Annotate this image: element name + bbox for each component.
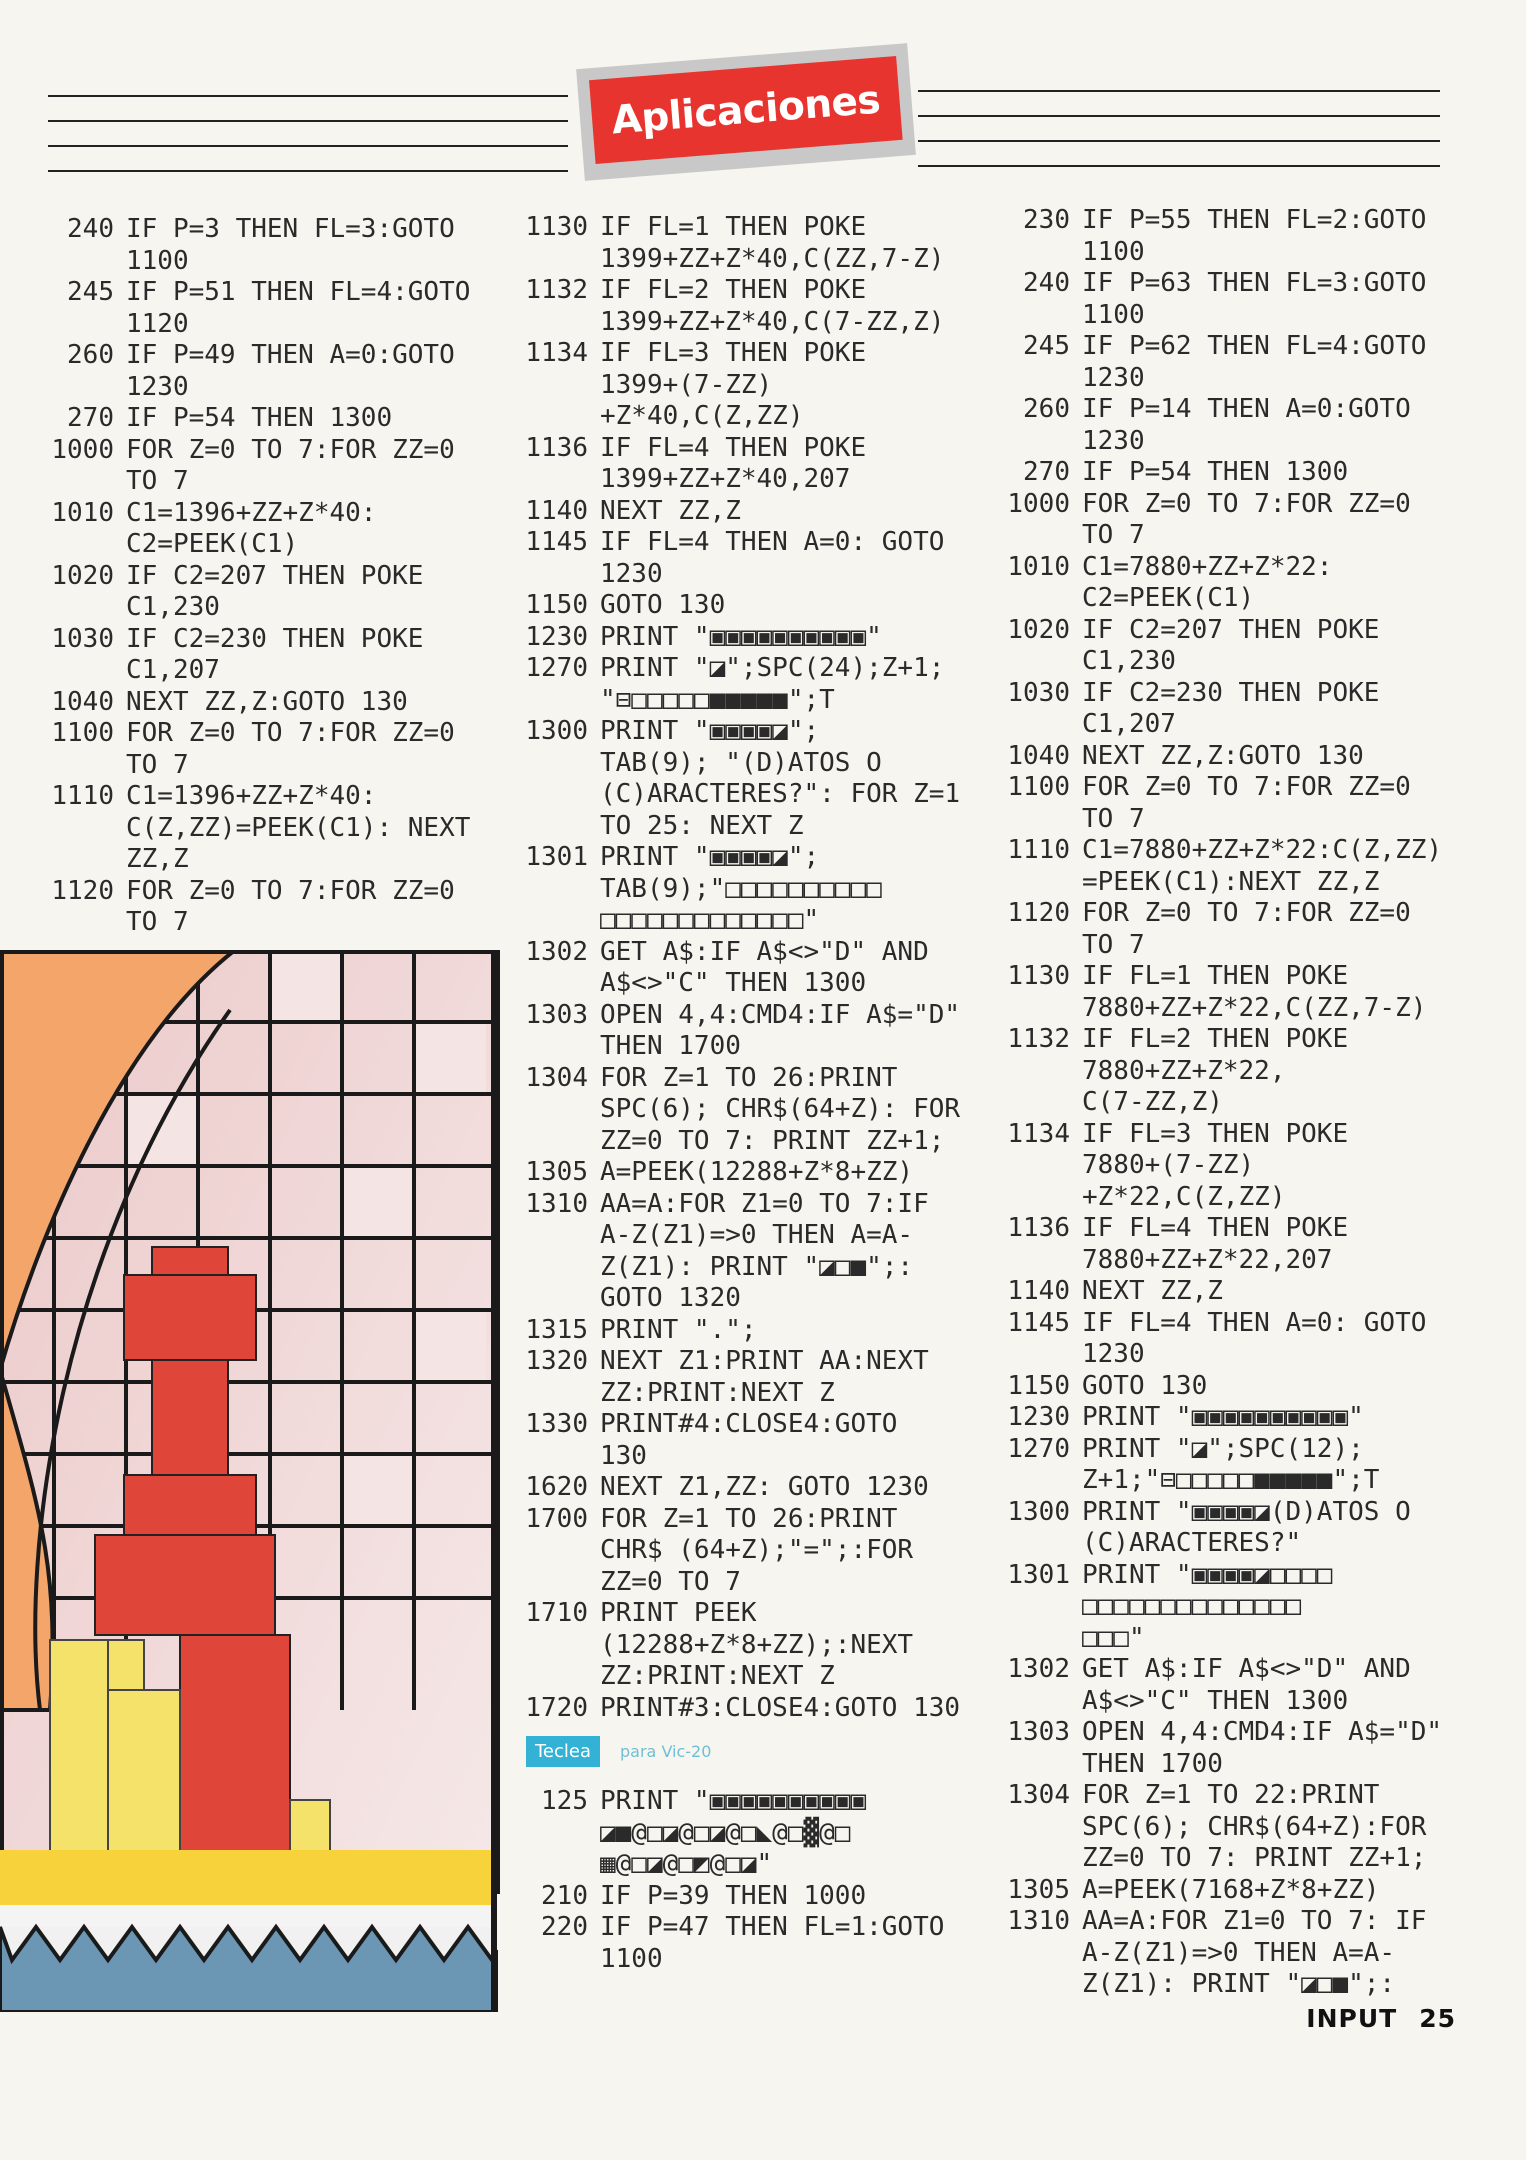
line-code: NEXT ZZ,Z — [1082, 1276, 1223, 1306]
line-number: 1310 — [1007, 1906, 1070, 1936]
line-number: 260 — [1023, 394, 1070, 424]
line-number: 1020 — [1007, 614, 1070, 645]
line-code: PRINT "▣▣▣▣◪"; TAB(9);"□□□□□□□□□□ □□□□□□□□□□□□□" — [600, 842, 882, 935]
line-code: PRINT "▣▣▣▣▣▣▣▣▣▣" — [1082, 1402, 1364, 1432]
line-number: 1230 — [525, 621, 588, 652]
line-code: NEXT ZZ,Z — [600, 495, 741, 526]
line-code: IF FL=1 THEN POKE 7880+ZZ+Z*22,C(ZZ,7-Z) — [1082, 961, 1427, 1023]
code-line — [993, 1119, 1442, 1214]
header-rule — [48, 145, 568, 147]
line-code: IF FL=3 THEN POKE 1399+(7-ZZ) +Z*40,C(Z,ZZ) — [600, 338, 867, 431]
code-line — [510, 433, 960, 496]
code-line — [993, 741, 1442, 773]
line-number: 270 — [67, 403, 114, 433]
code-line — [510, 1409, 960, 1472]
line-number: 1304 — [1007, 1780, 1070, 1810]
code-line — [44, 498, 470, 561]
line-number: 1303 — [525, 999, 588, 1030]
line-number: 1270 — [1007, 1433, 1070, 1464]
code-line — [510, 338, 960, 433]
line-number: 1145 — [525, 527, 588, 557]
code-line — [993, 1560, 1442, 1655]
code-line — [510, 1063, 960, 1158]
line-number: 125 — [541, 1786, 588, 1816]
code-line — [510, 1912, 944, 1975]
line-code: A=PEEK(12288+Z*8+ZZ) — [600, 1157, 914, 1187]
line-code: IF FL=2 THEN POKE 7880+ZZ+Z*22, C(7-ZZ,Z) — [1082, 1024, 1349, 1117]
line-code: C1=1396+ZZ+Z*40: C(Z,ZZ)=PEEK(C1): NEXT ZZ,Z — [126, 781, 471, 874]
line-number: 1303 — [1007, 1717, 1070, 1747]
line-number: 1300 — [525, 716, 588, 746]
code-line — [993, 678, 1442, 741]
line-number: 1136 — [525, 432, 588, 463]
line-number: 1110 — [51, 781, 114, 811]
yellow-band — [0, 1850, 496, 1905]
line-number: 1304 — [525, 1062, 588, 1093]
code-line — [510, 1346, 960, 1409]
line-number: 1315 — [525, 1314, 588, 1345]
line-code: OPEN 4,4:CMD4:IF A$="D" THEN 1700 — [1082, 1717, 1443, 1779]
line-number: 1270 — [525, 653, 588, 683]
line-code: IF C2=230 THEN POKE C1,207 — [126, 623, 424, 685]
code-line — [44, 277, 470, 340]
line-code: PRINT "▣▣▣▣▣▣▣▣▣▣ ◪■@□◪@□◪@□◣@□▓@□ ▦@□◪@□◩@□◪" — [600, 1786, 867, 1879]
line-number: 1620 — [525, 1472, 588, 1502]
line-number: 1120 — [51, 875, 114, 906]
header-rule — [48, 120, 568, 122]
code-line — [44, 876, 470, 939]
line-code: GOTO 130 — [1082, 1370, 1208, 1401]
line-number: 1040 — [51, 686, 114, 717]
line-code: IF P=63 THEN FL=3:GOTO 1100 — [1082, 268, 1427, 330]
line-code: IF P=39 THEN 1000 — [600, 1880, 867, 1911]
line-code: IF P=47 THEN FL=1:GOTO 1100 — [600, 1912, 945, 1974]
code-line — [993, 835, 1442, 898]
code-line — [44, 561, 470, 624]
line-number: 1145 — [1007, 1307, 1070, 1338]
tag-subtitle: para Vic-20 — [620, 1742, 712, 1761]
line-code: NEXT Z1:PRINT AA:NEXT ZZ:PRINT:NEXT Z — [600, 1346, 929, 1408]
line-code: FOR Z=0 TO 7:FOR ZZ=0 TO 7 — [1082, 898, 1411, 960]
header-rule — [918, 140, 1440, 142]
line-code: PRINT PEEK (12288+Z*8+ZZ);:NEXT ZZ:PRINT:NEXT Z — [600, 1598, 914, 1691]
line-number: 1130 — [525, 212, 588, 242]
code-line — [44, 435, 470, 498]
code-line — [510, 937, 960, 1000]
line-code: IF C2=207 THEN POKE C1,230 — [1082, 614, 1380, 676]
line-number: 1100 — [1007, 772, 1070, 802]
code-line — [44, 718, 470, 781]
code-column-2 — [510, 212, 960, 1724]
line-number: 1305 — [1007, 1874, 1070, 1905]
line-number: 1030 — [1007, 677, 1070, 708]
line-code: FOR Z=0 TO 7:FOR ZZ=0 TO 7 — [126, 434, 455, 496]
code-line — [44, 340, 470, 403]
line-code: FOR Z=0 TO 7:FOR ZZ=0 TO 7 — [1082, 772, 1411, 834]
code-line — [993, 1024, 1442, 1119]
code-line — [510, 1472, 960, 1504]
line-number: 240 — [67, 214, 114, 244]
line-number: 1301 — [525, 842, 588, 872]
line-code: PRINT "▣▣▣▣◪□□□□ □□□□□□□□□□□□□□ □□□" — [1082, 1559, 1333, 1653]
code-line — [44, 403, 470, 435]
line-number: 1000 — [1007, 488, 1070, 519]
line-code: PRINT "▣▣▣▣◪"; TAB(9); "(D)ATOS O (C)ARACTERES?": FOR Z=1 TO 25: NEXT Z — [600, 716, 961, 841]
code-line — [510, 1598, 960, 1693]
line-code: NEXT Z1,ZZ: GOTO 1230 — [600, 1472, 929, 1502]
line-code: PRINT "."; — [600, 1314, 757, 1345]
line-code: C1=7880+ZZ+Z*22:C(Z,ZZ) =PEEK(C1):NEXT ZZ,Z — [1082, 835, 1443, 897]
line-number: 1136 — [1007, 1213, 1070, 1243]
line-number: 1300 — [1007, 1496, 1070, 1527]
code-line — [993, 489, 1442, 552]
line-number: 1330 — [525, 1409, 588, 1439]
line-code: IF P=54 THEN 1300 — [126, 403, 393, 433]
code-line — [993, 205, 1442, 268]
code-line — [993, 1497, 1442, 1560]
line-number: 230 — [1023, 205, 1070, 235]
line-code: AA=A:FOR Z1=0 TO 7: IF A-Z(Z1)=>0 THEN A=A- Z(Z1): PRINT "◪□■";: — [1082, 1906, 1427, 1999]
line-number: 1010 — [1007, 551, 1070, 582]
line-code: PRINT "◪";SPC(12); Z+1;"⊟□□□□□■■■■■";T — [1082, 1433, 1380, 1495]
line-number: 1010 — [51, 497, 114, 528]
line-code: GET A$:IF A$<>"D" AND A$<>"C" THEN 1300 — [1082, 1654, 1411, 1716]
line-number: 1100 — [51, 718, 114, 748]
line-code: FOR Z=0 TO 7:FOR ZZ=0 TO 7 — [126, 875, 455, 937]
line-code: FOR Z=1 TO 26:PRINT CHR$ (64+Z);"=";:FOR ZZ=0 TO 7 — [600, 1503, 914, 1597]
line-number: 1700 — [525, 1503, 588, 1534]
code-line — [510, 275, 960, 338]
line-number: 1230 — [1007, 1402, 1070, 1432]
code-line — [993, 1717, 1442, 1780]
header-rule — [918, 115, 1440, 117]
line-code: GOTO 130 — [600, 590, 726, 620]
section-title: Aplicaciones — [589, 56, 903, 164]
line-number: 1301 — [1007, 1559, 1070, 1590]
code-line — [993, 1213, 1442, 1276]
line-number: 1310 — [525, 1188, 588, 1219]
line-code: NEXT ZZ,Z:GOTO 130 — [1082, 740, 1364, 771]
line-code: IF C2=230 THEN POKE C1,207 — [1082, 677, 1380, 739]
code-line — [510, 496, 960, 528]
line-code: GET A$:IF A$<>"D" AND A$<>"C" THEN 1300 — [600, 936, 929, 998]
line-code: NEXT ZZ,Z:GOTO 130 — [126, 686, 408, 717]
line-number: 210 — [541, 1880, 588, 1911]
line-code: IF P=54 THEN 1300 — [1082, 457, 1349, 487]
line-code: PRINT "▣▣▣▣◪(D)ATOS O (C)ARACTERES?" — [1082, 1496, 1411, 1558]
line-number: 1305 — [525, 1157, 588, 1187]
line-number: 1150 — [525, 590, 588, 620]
line-code: C1=7880+ZZ+Z*22: C2=PEEK(C1) — [1082, 551, 1333, 613]
type-in-tag — [526, 1736, 711, 1767]
line-code: OPEN 4,4:CMD4:IF A$="D" THEN 1700 — [600, 999, 961, 1061]
line-number: 1302 — [1007, 1654, 1070, 1684]
line-code: PRINT "◪";SPC(24);Z+1; "⊟□□□□□■■■■■";T — [600, 653, 945, 715]
code-line — [993, 1434, 1442, 1497]
line-code: IF FL=4 THEN POKE 7880+ZZ+Z*22,207 — [1082, 1213, 1349, 1275]
line-code: FOR Z=0 TO 7:FOR ZZ=0 TO 7 — [126, 718, 455, 780]
line-code: PRINT#4:CLOSE4:GOTO 130 — [600, 1409, 898, 1471]
line-number: 1020 — [51, 560, 114, 591]
line-number: 1150 — [1007, 1370, 1070, 1401]
code-line — [993, 1875, 1442, 1907]
page-footer — [1284, 2004, 1456, 2033]
white-band — [0, 1905, 496, 1927]
code-line — [510, 1000, 960, 1063]
code-line — [510, 527, 960, 590]
line-number: 1040 — [1007, 740, 1070, 771]
code-line — [510, 1786, 944, 1881]
line-code: IF P=14 THEN A=0:GOTO 1230 — [1082, 394, 1411, 456]
line-number: 1030 — [51, 623, 114, 654]
code-line — [993, 457, 1442, 489]
line-number: 270 — [1023, 457, 1070, 487]
code-column-2b — [510, 1786, 944, 1975]
line-number: 1130 — [1007, 961, 1070, 991]
code-line — [44, 687, 470, 719]
line-number: 1120 — [1007, 898, 1070, 928]
line-code: IF P=3 THEN FL=3:GOTO 1100 — [126, 214, 455, 276]
line-code: IF FL=4 THEN A=0: GOTO 1230 — [1082, 1307, 1427, 1369]
code-line — [993, 1371, 1442, 1403]
line-number: 1134 — [525, 338, 588, 368]
line-number: 245 — [1023, 331, 1070, 361]
code-line — [993, 268, 1442, 331]
code-line — [993, 1308, 1442, 1371]
code-column-1 — [44, 214, 470, 939]
code-line — [993, 961, 1442, 1024]
code-line — [510, 622, 960, 654]
line-number: 240 — [1023, 268, 1070, 298]
header-rule — [918, 165, 1440, 167]
line-code: IF P=49 THEN A=0:GOTO 1230 — [126, 340, 455, 402]
line-number: 1140 — [1007, 1276, 1070, 1306]
line-number: 1134 — [1007, 1118, 1070, 1149]
tag-label: Teclea — [526, 1736, 600, 1767]
line-code: IF P=51 THEN FL=4:GOTO 1120 — [126, 277, 471, 339]
code-line — [993, 898, 1442, 961]
line-code: PRINT#3:CLOSE4:GOTO 130 — [600, 1692, 961, 1723]
code-line — [510, 716, 960, 842]
line-code: FOR Z=1 TO 22:PRINT SPC(6); CHR$(64+Z):FOR ZZ=0 TO 7: PRINT ZZ+1; — [1082, 1780, 1427, 1873]
code-line — [993, 615, 1442, 678]
line-number: 1720 — [525, 1692, 588, 1723]
code-line — [993, 394, 1442, 457]
code-line — [993, 1402, 1442, 1434]
code-line — [993, 1654, 1442, 1717]
code-line — [510, 842, 960, 937]
line-number: 245 — [67, 277, 114, 307]
line-number: 1320 — [525, 1346, 588, 1376]
line-code: IF FL=4 THEN POKE 1399+ZZ+Z*40,207 — [600, 432, 867, 494]
code-line — [510, 1315, 960, 1347]
line-code: C1=1396+ZZ+Z*40: C2=PEEK(C1) — [126, 497, 377, 559]
code-line — [510, 1504, 960, 1599]
code-line — [510, 1693, 960, 1725]
code-line — [510, 212, 960, 275]
line-number: 1132 — [1007, 1024, 1070, 1054]
pixel-art-illustration — [0, 950, 500, 2012]
code-line — [993, 331, 1442, 394]
code-line — [993, 552, 1442, 615]
code-line — [993, 772, 1442, 835]
code-column-3 — [993, 205, 1442, 2001]
line-number: 220 — [541, 1912, 588, 1942]
code-line — [993, 1780, 1442, 1875]
line-number: 1132 — [525, 275, 588, 305]
page-number: 25 — [1419, 2004, 1456, 2033]
line-number: 1110 — [1007, 835, 1070, 865]
line-code: FOR Z=0 TO 7:FOR ZZ=0 TO 7 — [1082, 488, 1411, 550]
line-code: IF FL=3 THEN POKE 7880+(7-ZZ) +Z*22,C(Z,ZZ) — [1082, 1118, 1349, 1212]
line-code: IF FL=2 THEN POKE 1399+ZZ+Z*40,C(7-ZZ,Z) — [600, 275, 945, 337]
line-code: IF FL=1 THEN POKE 1399+ZZ+Z*40,C(ZZ,7-Z) — [600, 212, 945, 274]
line-number: 1302 — [525, 936, 588, 967]
line-code: IF P=62 THEN FL=4:GOTO 1230 — [1082, 331, 1427, 393]
code-line — [510, 1189, 960, 1315]
line-number: 1140 — [525, 495, 588, 526]
header-rule — [48, 170, 568, 172]
code-line — [44, 781, 470, 876]
code-line — [44, 624, 470, 687]
code-line — [510, 653, 960, 716]
code-line — [510, 590, 960, 622]
section-banner — [576, 43, 916, 181]
line-code: IF FL=4 THEN A=0: GOTO 1230 — [600, 527, 945, 589]
line-number: 1710 — [525, 1598, 588, 1628]
line-code: PRINT "▣▣▣▣▣▣▣▣▣▣" — [600, 621, 882, 652]
line-number: 260 — [67, 340, 114, 370]
code-line — [44, 214, 470, 277]
code-line — [993, 1276, 1442, 1308]
line-code: FOR Z=1 TO 26:PRINT SPC(6); CHR$(64+Z): FOR ZZ=0 TO 7: PRINT ZZ+1; — [600, 1062, 961, 1156]
line-code: IF P=55 THEN FL=2:GOTO 1100 — [1082, 205, 1427, 267]
header-rule — [918, 90, 1440, 92]
code-line — [510, 1157, 960, 1189]
line-number: 1000 — [51, 434, 114, 465]
line-code: AA=A:FOR Z1=0 TO 7:IF A-Z(Z1)=>0 THEN A=A- Z(Z1): PRINT "◪□■";: GOTO 1320 — [600, 1188, 929, 1313]
code-line — [510, 1881, 944, 1913]
line-code: IF C2=207 THEN POKE C1,230 — [126, 560, 424, 622]
line-code: A=PEEK(7168+Z*8+ZZ) — [1082, 1874, 1380, 1905]
header-rule — [48, 95, 568, 97]
magazine-name: INPUT — [1306, 2004, 1398, 2033]
code-line — [993, 1906, 1442, 2001]
